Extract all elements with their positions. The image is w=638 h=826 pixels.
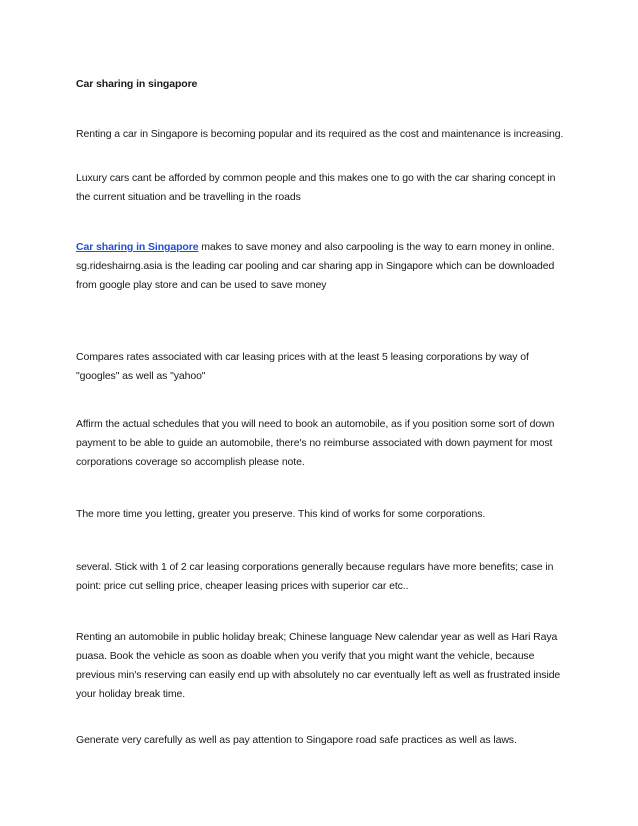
paragraph-drive-carefully: Generate very carefully as well as pay attention to Singapore road safe practices as well as laws. [76, 734, 517, 746]
paragraph-more-time: The more time you letting, greater you preserve. This kind of works for some corporations. [76, 508, 486, 520]
paragraph-public-holiday: Renting an automobile in public holiday break; Chinese language New calendar year as well as Hari Raya puasa. Book the vehicle as soon as doable when you verify that you might want the vehicle, because previous min's reserving can easily end up with absolutely no car eventually left as well as frustrated inside your holiday break time. [76, 631, 561, 700]
paragraph-compare-rates: Compares rates associated with car leasing prices with at the least 5 leasing corporations by way of "googles" as well as "yahoo" [76, 351, 529, 382]
paragraph-stick-with: several. Stick with 1 of 2 car leasing corporations generally because regulars have more benefits; case in point: price cut selling price, cheaper leasing prices with superior car etc.. [76, 561, 554, 592]
paragraph-car-sharing [76, 238, 572, 295]
car-sharing-link[interactable]: Car sharing in Singapore [76, 241, 199, 253]
paragraph-luxury-cars: Luxury cars cant be afforded by common people and this makes one to go with the car sharing concept in the current situation and be travelling in the roads [76, 172, 556, 203]
paragraph-intro: Renting a car in Singapore is becoming popular and its required as the cost and maintenance is increasing. [76, 128, 564, 140]
document-title: Car sharing in singapore [76, 78, 198, 90]
paragraph-affirm-schedules: Affirm the actual schedules that you will need to book an automobile, as if you position some sort of down payment to be able to guide an automobile, there's no reimburse associated with down payment for most corporations coverage so accomplish please note. [76, 418, 555, 468]
paragraph-car-sharing-text: makes to save money and also carpooling is the way to earn money in online. sg.rideshairng.asia is the leading car pooling and car sharing app in Singapore which can be downloaded from google play store and can be used to save money [76, 241, 555, 291]
